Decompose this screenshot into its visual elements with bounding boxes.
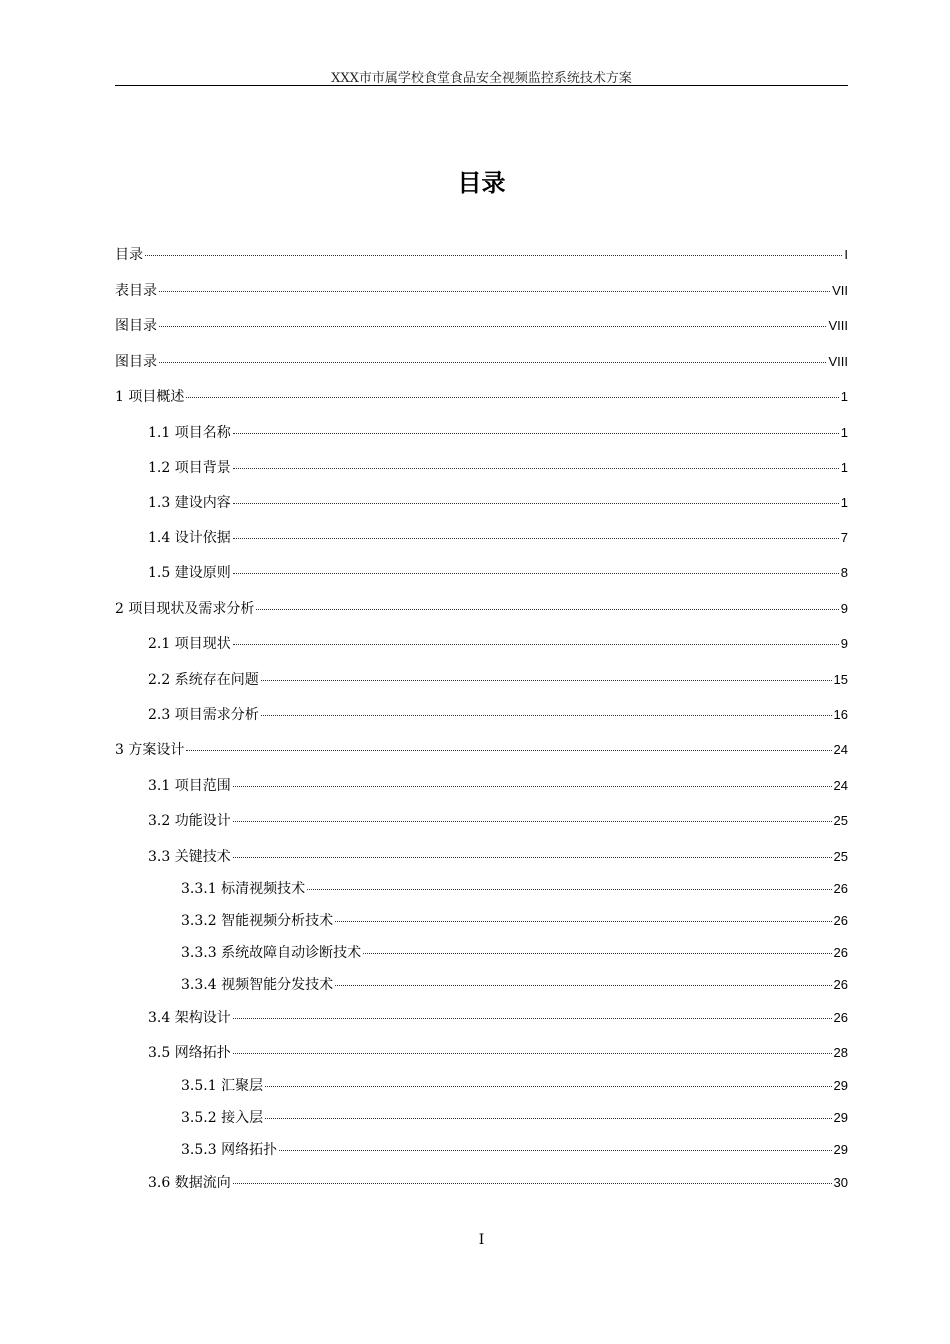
toc-entry-label: 目录	[115, 247, 143, 263]
toc-dot-leader	[186, 397, 838, 398]
toc-entry-label: 3.3.1 标清视频技术	[181, 881, 306, 897]
toc-entry[interactable]	[148, 1173, 848, 1193]
toc-entry-page: 15	[833, 672, 848, 687]
toc-entry-page: 29	[833, 1110, 848, 1125]
toc-entry[interactable]	[115, 245, 848, 265]
toc-entry-label: 1.4 设计依据	[148, 530, 231, 546]
toc-entry[interactable]	[148, 634, 848, 654]
toc-dot-leader	[265, 1086, 831, 1087]
toc-entry-page: 25	[833, 813, 848, 828]
toc-entry-page: 1	[840, 425, 848, 440]
toc-entry-label: 3 方案设计	[115, 742, 185, 758]
toc-dot-leader	[233, 573, 839, 574]
toc-dot-leader	[256, 609, 838, 610]
toc-dot-leader	[233, 644, 839, 645]
toc-dot-leader	[233, 786, 832, 787]
toc-entry[interactable]	[115, 316, 848, 336]
toc-entry-label: 3.5.3 网络拓扑	[181, 1142, 278, 1158]
toc-dot-leader	[335, 921, 831, 922]
toc-entry[interactable]	[115, 387, 848, 407]
toc-entry[interactable]	[181, 879, 848, 899]
toc-dot-leader	[307, 889, 831, 890]
toc-entry[interactable]	[148, 776, 848, 796]
toc-dot-leader	[279, 1150, 831, 1151]
toc-entry-label: 3.5 网络拓扑	[148, 1045, 231, 1061]
toc-entry-page: 16	[833, 707, 848, 722]
toc-title: 目录	[457, 169, 506, 197]
toc-entry[interactable]	[148, 458, 848, 478]
toc-entry-label: 表目录	[115, 283, 157, 299]
toc-entry[interactable]	[148, 670, 848, 690]
toc-entry[interactable]	[148, 563, 848, 583]
toc-dot-leader	[233, 821, 832, 822]
toc-entry[interactable]	[115, 740, 848, 760]
toc-dot-leader	[233, 538, 839, 539]
toc-entry-label: 2.2 系统存在问题	[148, 672, 259, 688]
toc-dot-leader	[335, 985, 831, 986]
toc-entry[interactable]	[148, 493, 848, 513]
toc-entry-page: VIII	[828, 318, 848, 333]
toc-dot-leader	[159, 362, 826, 363]
toc-dot-leader	[233, 433, 839, 434]
toc-dot-leader	[261, 680, 832, 681]
toc-dot-leader	[233, 1053, 832, 1054]
toc-entry[interactable]	[148, 847, 848, 867]
footer-page-number: I	[478, 1232, 485, 1248]
toc-entry-label: 3.4 架构设计	[148, 1010, 231, 1026]
toc-entry[interactable]	[148, 423, 848, 443]
toc-dot-leader	[233, 1018, 832, 1019]
toc-entry[interactable]	[148, 705, 848, 725]
toc-entry-page: 29	[833, 1078, 848, 1093]
toc-entry-page: 24	[833, 742, 848, 757]
toc-entry-page: 30	[833, 1175, 848, 1190]
toc-entry-page: 9	[840, 601, 848, 616]
toc-entry[interactable]	[115, 599, 848, 619]
toc-entry-label: 图目录	[115, 318, 157, 334]
toc-entry-label: 3.3.2 智能视频分析技术	[181, 913, 334, 929]
toc-entry-page: 26	[833, 881, 848, 896]
toc-entry[interactable]	[148, 1043, 848, 1063]
toc-entry-page: I	[844, 247, 848, 262]
toc-entry-label: 1.2 项目背景	[148, 460, 231, 476]
toc-dot-leader	[233, 857, 832, 858]
toc-entry-page: 7	[840, 530, 848, 545]
toc-entry[interactable]	[181, 975, 848, 995]
toc-entry[interactable]	[148, 1008, 848, 1028]
toc-dot-leader	[265, 1118, 831, 1119]
toc-entry-page: 1	[840, 389, 848, 404]
toc-entry-page: 24	[833, 778, 848, 793]
toc-entry-page: 26	[833, 1010, 848, 1025]
toc-entry-label: 3.3 关键技术	[148, 849, 231, 865]
toc-entry-page: 29	[833, 1142, 848, 1157]
toc-entry-label: 3.2 功能设计	[148, 813, 231, 829]
toc-dot-leader	[159, 291, 830, 292]
toc-entry[interactable]	[148, 811, 848, 831]
toc-entry-page: 1	[840, 495, 848, 510]
toc-entry-label: 3.5.1 汇聚层	[181, 1078, 264, 1094]
toc-entry[interactable]	[148, 528, 848, 548]
toc-dot-leader	[261, 715, 832, 716]
toc-entry-label: 2.1 项目现状	[148, 636, 231, 652]
toc-entry-label: 3.5.2 接入层	[181, 1110, 264, 1126]
toc-dot-leader	[186, 750, 831, 751]
toc-entry[interactable]	[115, 281, 848, 301]
toc-entry-label: 1.1 项目名称	[148, 425, 231, 441]
toc-entry-label: 1 项目概述	[115, 389, 185, 405]
toc-entry-label: 图目录	[115, 354, 157, 370]
toc-entry-page: 26	[833, 977, 848, 992]
toc-entry-label: 3.6 数据流向	[148, 1175, 231, 1191]
toc-entry-page: VIII	[828, 354, 848, 369]
toc-entry-page: 28	[833, 1045, 848, 1060]
toc-entry-page: 1	[840, 460, 848, 475]
toc-entry[interactable]	[181, 1140, 848, 1160]
toc-entry-page: 8	[840, 565, 848, 580]
toc-dot-leader	[363, 953, 831, 954]
toc-dot-leader	[233, 1183, 832, 1184]
toc-entry[interactable]	[181, 911, 848, 931]
toc-entry-page: 26	[833, 945, 848, 960]
toc-dot-leader	[159, 326, 826, 327]
toc-entry-label: 3.3.3 系统故障自动诊断技术	[181, 945, 362, 961]
header-title: XXX市市属学校食堂食品安全视频监控系统技术方案	[331, 71, 632, 86]
toc-dot-leader	[145, 255, 842, 256]
toc-entry-label: 3.1 项目范围	[148, 778, 231, 794]
toc-entry-label: 3.3.4 视频智能分发技术	[181, 977, 334, 993]
toc-entry-page: 26	[833, 913, 848, 928]
toc-entry[interactable]	[181, 1076, 848, 1096]
toc-dot-leader	[233, 468, 839, 469]
toc-entry-page: 9	[840, 636, 848, 651]
toc-entry[interactable]	[115, 352, 848, 372]
toc-entry-label: 1.5 建设原则	[148, 565, 231, 581]
toc-entry-label: 1.3 建设内容	[148, 495, 231, 511]
toc-entry-label: 2.3 项目需求分析	[148, 707, 259, 723]
toc-entry-page: 25	[833, 849, 848, 864]
toc-entry[interactable]	[181, 943, 848, 963]
toc-entry-label: 2 项目现状及需求分析	[115, 601, 255, 617]
toc-dot-leader	[233, 503, 839, 504]
toc-entry-page: VII	[832, 283, 848, 298]
toc-entry[interactable]	[181, 1108, 848, 1128]
